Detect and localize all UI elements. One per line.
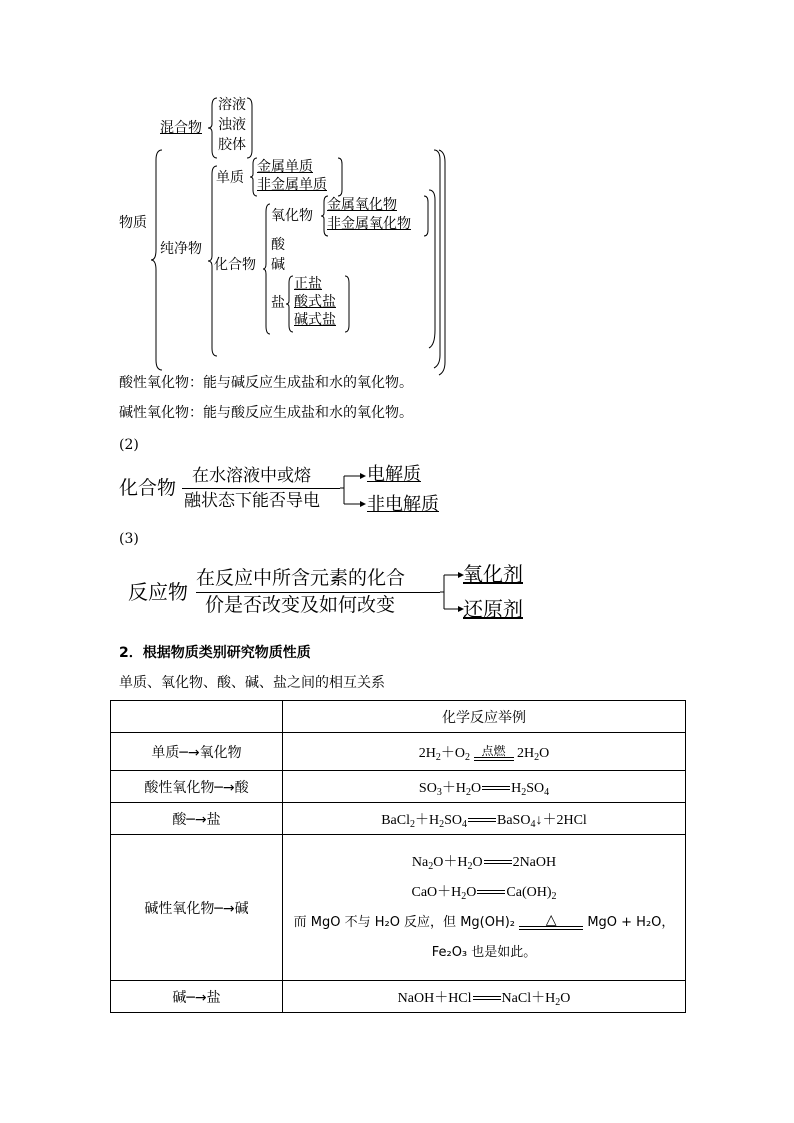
part2-subject: 化合物 bbox=[119, 477, 177, 499]
salt-item: 正盐 bbox=[294, 276, 322, 292]
mgo-note bbox=[283, 908, 685, 938]
section2-heading: 2．根据物质类别研究物质性质 bbox=[119, 645, 311, 661]
elemental-label: 单质 bbox=[216, 170, 244, 186]
table-row bbox=[111, 803, 686, 835]
reaction-equation: $Na_2O+H_2O$ 2NaOH bbox=[411, 854, 557, 872]
compound-label: 化合物 bbox=[214, 257, 256, 273]
salt-brace-right bbox=[345, 276, 353, 332]
part2-result-electrolyte: 电解质 bbox=[367, 464, 421, 485]
part3-criterion-line1: 在反应中所含元素的化合 bbox=[196, 567, 406, 589]
part3-number: (3) bbox=[119, 531, 139, 547]
section2-intro: 单质、氧化物、酸、碱、盐之间的相互关系 bbox=[119, 675, 385, 691]
mixture-label: 混合物 bbox=[160, 120, 202, 136]
compound-brace bbox=[263, 204, 271, 334]
table-row bbox=[111, 733, 686, 771]
acidic-oxide-definition: 酸性氧化物：能与碱反应生成盐和水的氧化物。 bbox=[119, 375, 413, 391]
row-label: 碱性氧化物─→碱 bbox=[111, 835, 283, 981]
part3-result-oxidant: 氧化剂 bbox=[463, 562, 523, 586]
base-label: 碱 bbox=[271, 257, 285, 273]
table-row bbox=[111, 835, 686, 981]
condition-text: 点燃 bbox=[481, 744, 506, 759]
root-label: 物质 bbox=[119, 215, 147, 231]
table-header-cell bbox=[111, 701, 283, 733]
mixture-item: 胶体 bbox=[218, 137, 246, 153]
table-header-cell: 化学反应举例 bbox=[283, 701, 686, 733]
row-label: 酸─→盐 bbox=[111, 803, 283, 835]
mgo-note-prefix: 而 MgO 不与 H₂O 反应，但 Mg(OH)₂ bbox=[293, 914, 516, 930]
acid-label: 酸 bbox=[271, 237, 285, 253]
table-header-row bbox=[111, 701, 686, 733]
elemental-item: 金属单质 bbox=[257, 159, 313, 175]
elemental-item: 非金属单质 bbox=[257, 177, 327, 193]
part3-result-reductant: 还原剂 bbox=[463, 597, 523, 621]
basic-oxide-definition: 碱性氧化物：能与酸反应生成盐和水的氧化物。 bbox=[119, 405, 413, 421]
heat-condition-equals-sign bbox=[519, 914, 583, 930]
row-label: 酸性氧化物─→酸 bbox=[111, 771, 283, 803]
part3-subject: 反应物 bbox=[128, 580, 188, 604]
closing-braces bbox=[428, 150, 448, 375]
heat-symbol: △ bbox=[545, 912, 557, 928]
reaction-equation: NaOH＋HCl $NaCl+H_2O$ bbox=[283, 981, 686, 1013]
salt-label: 盐 bbox=[271, 295, 285, 311]
part2-criterion-line2: 融状态下能否导电 bbox=[184, 491, 320, 511]
row-label: 单质─→氧化物 bbox=[111, 733, 283, 771]
mixture-item: 浊液 bbox=[218, 117, 246, 133]
condition-equals-sign bbox=[474, 745, 514, 761]
mixture-brace bbox=[208, 98, 218, 158]
part3-divider bbox=[196, 592, 440, 593]
mixture-brace-right bbox=[246, 98, 256, 158]
salt-item: 酸式盐 bbox=[294, 294, 336, 310]
reaction-equation: $BaCl_2+H_2SO_4$ BaSO$_4$↓＋2HCl bbox=[283, 803, 686, 835]
mixture-item: 溶液 bbox=[218, 97, 246, 113]
mgo-note-suffix: MgO + H₂O， bbox=[587, 914, 675, 930]
oxide-item: 非金属氧化物 bbox=[327, 216, 411, 232]
pure-label: 纯净物 bbox=[160, 241, 202, 257]
table-row bbox=[111, 981, 686, 1013]
part2-divider bbox=[182, 488, 340, 489]
part2-branch-arrows bbox=[340, 474, 368, 510]
table-row bbox=[111, 771, 686, 803]
part2-criterion-line1: 在水溶液中或熔 bbox=[192, 466, 311, 486]
salt-item: 碱式盐 bbox=[294, 312, 336, 328]
part3-criterion-line2: 价是否改变及如何改变 bbox=[205, 594, 396, 616]
row-label: 碱─→盐 bbox=[111, 981, 283, 1013]
reaction-equation-group bbox=[283, 835, 686, 981]
fe2o3-note: Fe₂O₃ 也是如此。 bbox=[431, 944, 537, 960]
part2-result-nonelectrolyte: 非电解质 bbox=[367, 494, 439, 515]
reaction-equation: $SO_3+H_2O$ $H_2SO_4$ bbox=[283, 771, 686, 803]
salt-brace bbox=[286, 276, 294, 332]
part2-number: (2) bbox=[119, 437, 139, 453]
oxide-label: 氧化物 bbox=[271, 208, 313, 224]
reaction-equation: $CaO+H_2O$ $Ca(OH)_2$ bbox=[411, 884, 557, 902]
root-brace bbox=[150, 150, 164, 370]
relation-table bbox=[110, 700, 686, 1013]
elemental-brace-right bbox=[338, 158, 346, 196]
reaction-equation: $2H_2+O_2$ 点燃 $2H_2O$ bbox=[283, 733, 686, 771]
oxide-item: 金属氧化物 bbox=[327, 197, 397, 213]
